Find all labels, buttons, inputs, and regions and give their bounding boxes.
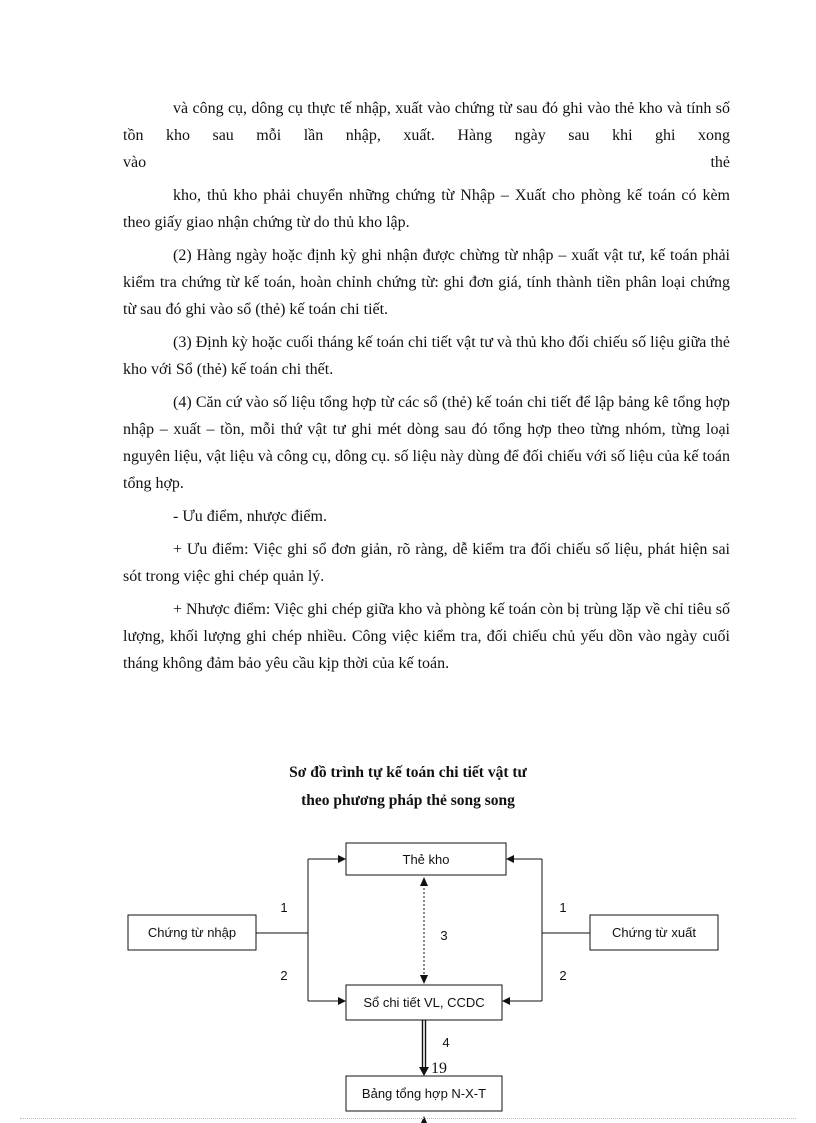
paragraph-5: (4) Căn cứ vào số liệu tổng hợp từ các sổ (thẻ) kế toán chi tiết để lập bảng kê tổng hợp nhập – xuất – tồn, mỗi thứ vật tư ghi mét dòng sau đó tổng hợp theo từng nhóm, từng loại nguyên liệu, vật liệu và công cụ, dông cụ. số liệu này dùng để đối chiếu với số liệu của kế toán tổng hợp.	[123, 394, 730, 492]
paragraph-8: + Nhược điểm: Việc ghi chép giữa kho và phòng kế toán còn bị trùng lặp về chỉ tiêu số lượng, khối lượng ghi chép nhiều. Công việc kiểm tra, đối chiếu chủ yếu dồn vào ngày cuối tháng không đảm bảo yêu cầu kịp thời của kế toán.	[123, 601, 730, 672]
box-bang-tong-hop-label: Bảng tổng hợp N-X-T	[361, 1086, 487, 1101]
paragraph-6: - Ưu điểm, nhược điểm.	[173, 508, 327, 525]
box-the-kho-label: Thẻ kho	[402, 852, 450, 867]
word-the: thẻ	[710, 154, 730, 171]
paragraph-2: kho, thủ kho phải chuyển những chứng từ Nhập – Xuất cho phòng kế toán có kèm theo giấy giao nhận chứng từ do thủ kho lập.	[123, 187, 730, 231]
label-right-1: 1	[559, 900, 567, 915]
label-4: 4	[442, 1035, 450, 1050]
arrow-doi-chieu-head-up	[420, 877, 428, 886]
label-left-1: 1	[280, 900, 288, 915]
label-3: 3	[440, 928, 448, 943]
box-chung-tu-xuat-label: Chứng từ xuất	[612, 925, 696, 940]
word-vao: vào	[123, 154, 147, 171]
footer-dotted-rule	[20, 1118, 796, 1119]
box-so-chi-tiet-label: Sổ chi tiết VL, CCDC	[363, 995, 485, 1010]
paragraph-4: (3) Định kỳ hoặc cuối tháng kế toán chi tiết vật tư và thủ kho đối chiếu số liệu giữa thẻ kho với Sổ (thẻ) kế toán chi thết.	[123, 334, 730, 378]
paragraph-1: và công cụ, dông cụ thực tế nhập, xuất vào chứng từ sau đó ghi vào thẻ kho và tính số tồn kho sau mỗi lần nhập, xuất. Hàng ngày sau khi ghi xong	[123, 100, 730, 144]
arrow-so-to-bang-head	[419, 1067, 429, 1076]
box-chung-tu-nhap-label: Chứng từ nhập	[147, 925, 237, 940]
diagram-title-line-2: theo phương pháp thẻ song song	[301, 792, 515, 809]
diagram-title-line-1: Sơ đồ trình tự kế toán chi tiết vật tư	[289, 764, 527, 781]
label-right-2: 2	[559, 968, 567, 983]
arrow-doi-chieu-head-down	[420, 975, 428, 984]
label-left-2: 2	[280, 968, 288, 983]
paragraph-7: + Ưu điểm: Việc ghi sổ đơn giản, rõ ràng, dễ kiểm tra đối chiếu số liệu, phát hiện sai sót trong việc ghi chép quản lý.	[123, 541, 730, 585]
paragraph-3: (2) Hàng ngày hoặc định kỳ ghi nhận được chừng từ nhập – xuất vật tư, kế toán phải kiểm tra chứng từ kế toán, hoàn chỉnh chứng từ: ghi đơn giá, tính thành tiền phân loại chứng từ sau đó ghi vào sổ (thẻ) kế toán chi tiết.	[123, 247, 730, 318]
page-number: 19	[431, 1060, 447, 1077]
